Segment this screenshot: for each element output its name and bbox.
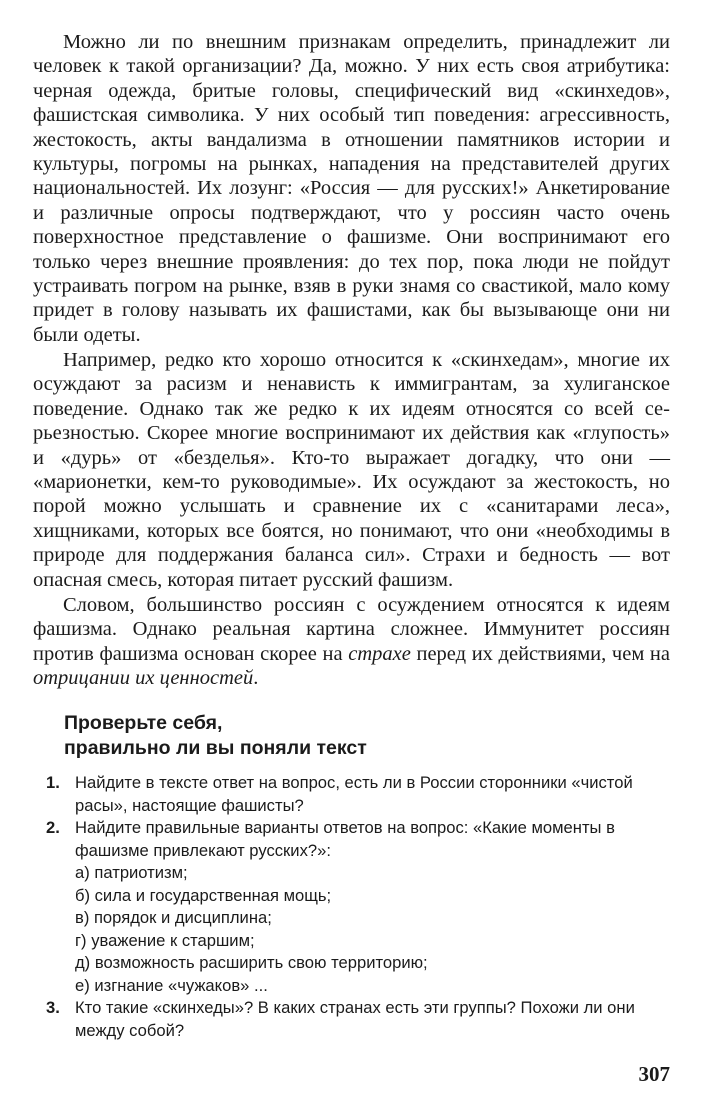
body-paragraph-3 (33, 593, 670, 691)
question-number: 2. (46, 818, 60, 837)
question-number: 1. (46, 773, 60, 792)
answer-options (75, 862, 673, 997)
question-2 (33, 817, 673, 997)
answer-option: е) изгнание «чужаков» ... (75, 975, 268, 995)
answer-option: г) уважение к старшим; (75, 930, 255, 950)
question-text: Кто такие «скинхеды»? В каких странах есть эти группы? Похожи ли они между собой? (75, 998, 635, 1040)
answer-option: в) порядок и дисциплина; (75, 908, 272, 927)
question-3 (33, 997, 673, 1042)
answer-option: б) сила и государственная мощь; (75, 885, 332, 905)
emphasis-denial-of-values: отрицании их ценностей (33, 667, 254, 690)
heading-line-2: правильно ли вы поняли текст (64, 737, 367, 759)
paragraph-3-text-a: Словом, большинство россиян с осуждением относятся к идеям фашизма. Однако реальная картина сложнее. Иммунитет россиян против фашизма основан скорее на (33, 594, 670, 665)
page-number: 307 (638, 1062, 670, 1086)
answer-option: а) патриотизм; (75, 863, 188, 882)
check-yourself-heading (64, 711, 624, 761)
emphasis-fear: страхе (348, 642, 411, 665)
question-number: 3. (46, 998, 60, 1017)
paragraph-3-text-c: . (253, 667, 259, 690)
question-1 (33, 772, 673, 817)
body-paragraph-1: Можно ли по внешним признакам определить, принадлежит ли человек к такой организации? Да, можно. У них есть своя атрибутика: черная одежда, бритые головы, специфический вид «скинхедов», фашистская символика. У них особый тип поведения: агрессивность, жестокость, акты вандализма в отношении памятников истории и культуры, погромы на рынках, нападения на представителей других национальностей. Их лозунг: «Россия — для русских!» Анкетирование и различные опросы подтверждают, что у россиян часто очень поверхностное представление о фашизме. Они воспринимают его только через внешние проявления: до тех пор, пока люди не пойдут устраивать погром на рынке, взяв в руки знамя со свастикой, мало кому придет в голову называть их фашистами, как бы вызывающе они ни были одеты. (33, 31, 670, 346)
body-paragraph-2: Например, редко кто хорошо относится к «скинхедам», многие их осуждают за расизм и ненависть к иммигрантам, за хулиганское поведение. Однако так же редко к их идеям относятся со всей серьезностью. Скорее многие воспринимают их действия как «глупость» и «дурь» от «безделья». Кто-то выражает догадку, что они — «марионетки, кем-то руководимые». Их осуждают за жестокость, но порой можно услышать и сравнение их с «санитарами леса», хищниками, которых все боятся, но понимают, что они «необходимы в природе для поддержания баланса сил». Страхи и бедность — вот опасная смесь, которая питает русский фашизм. (33, 349, 670, 591)
question-list (33, 772, 673, 1042)
answer-option: д) возможность расширить свою территорию; (75, 953, 428, 972)
paragraph-3-text-b: перед их действиями, чем на (410, 642, 670, 665)
question-text: Найдите правильные варианты ответов на вопрос: «Какие моменты в фашизме привлекают русских?»: (75, 818, 615, 860)
heading-line-1: Проверьте себя, (64, 712, 223, 734)
question-text: Найдите в тексте ответ на вопрос, есть ли в России сторонники «чистой расы», настоящие фашисты? (75, 773, 633, 815)
